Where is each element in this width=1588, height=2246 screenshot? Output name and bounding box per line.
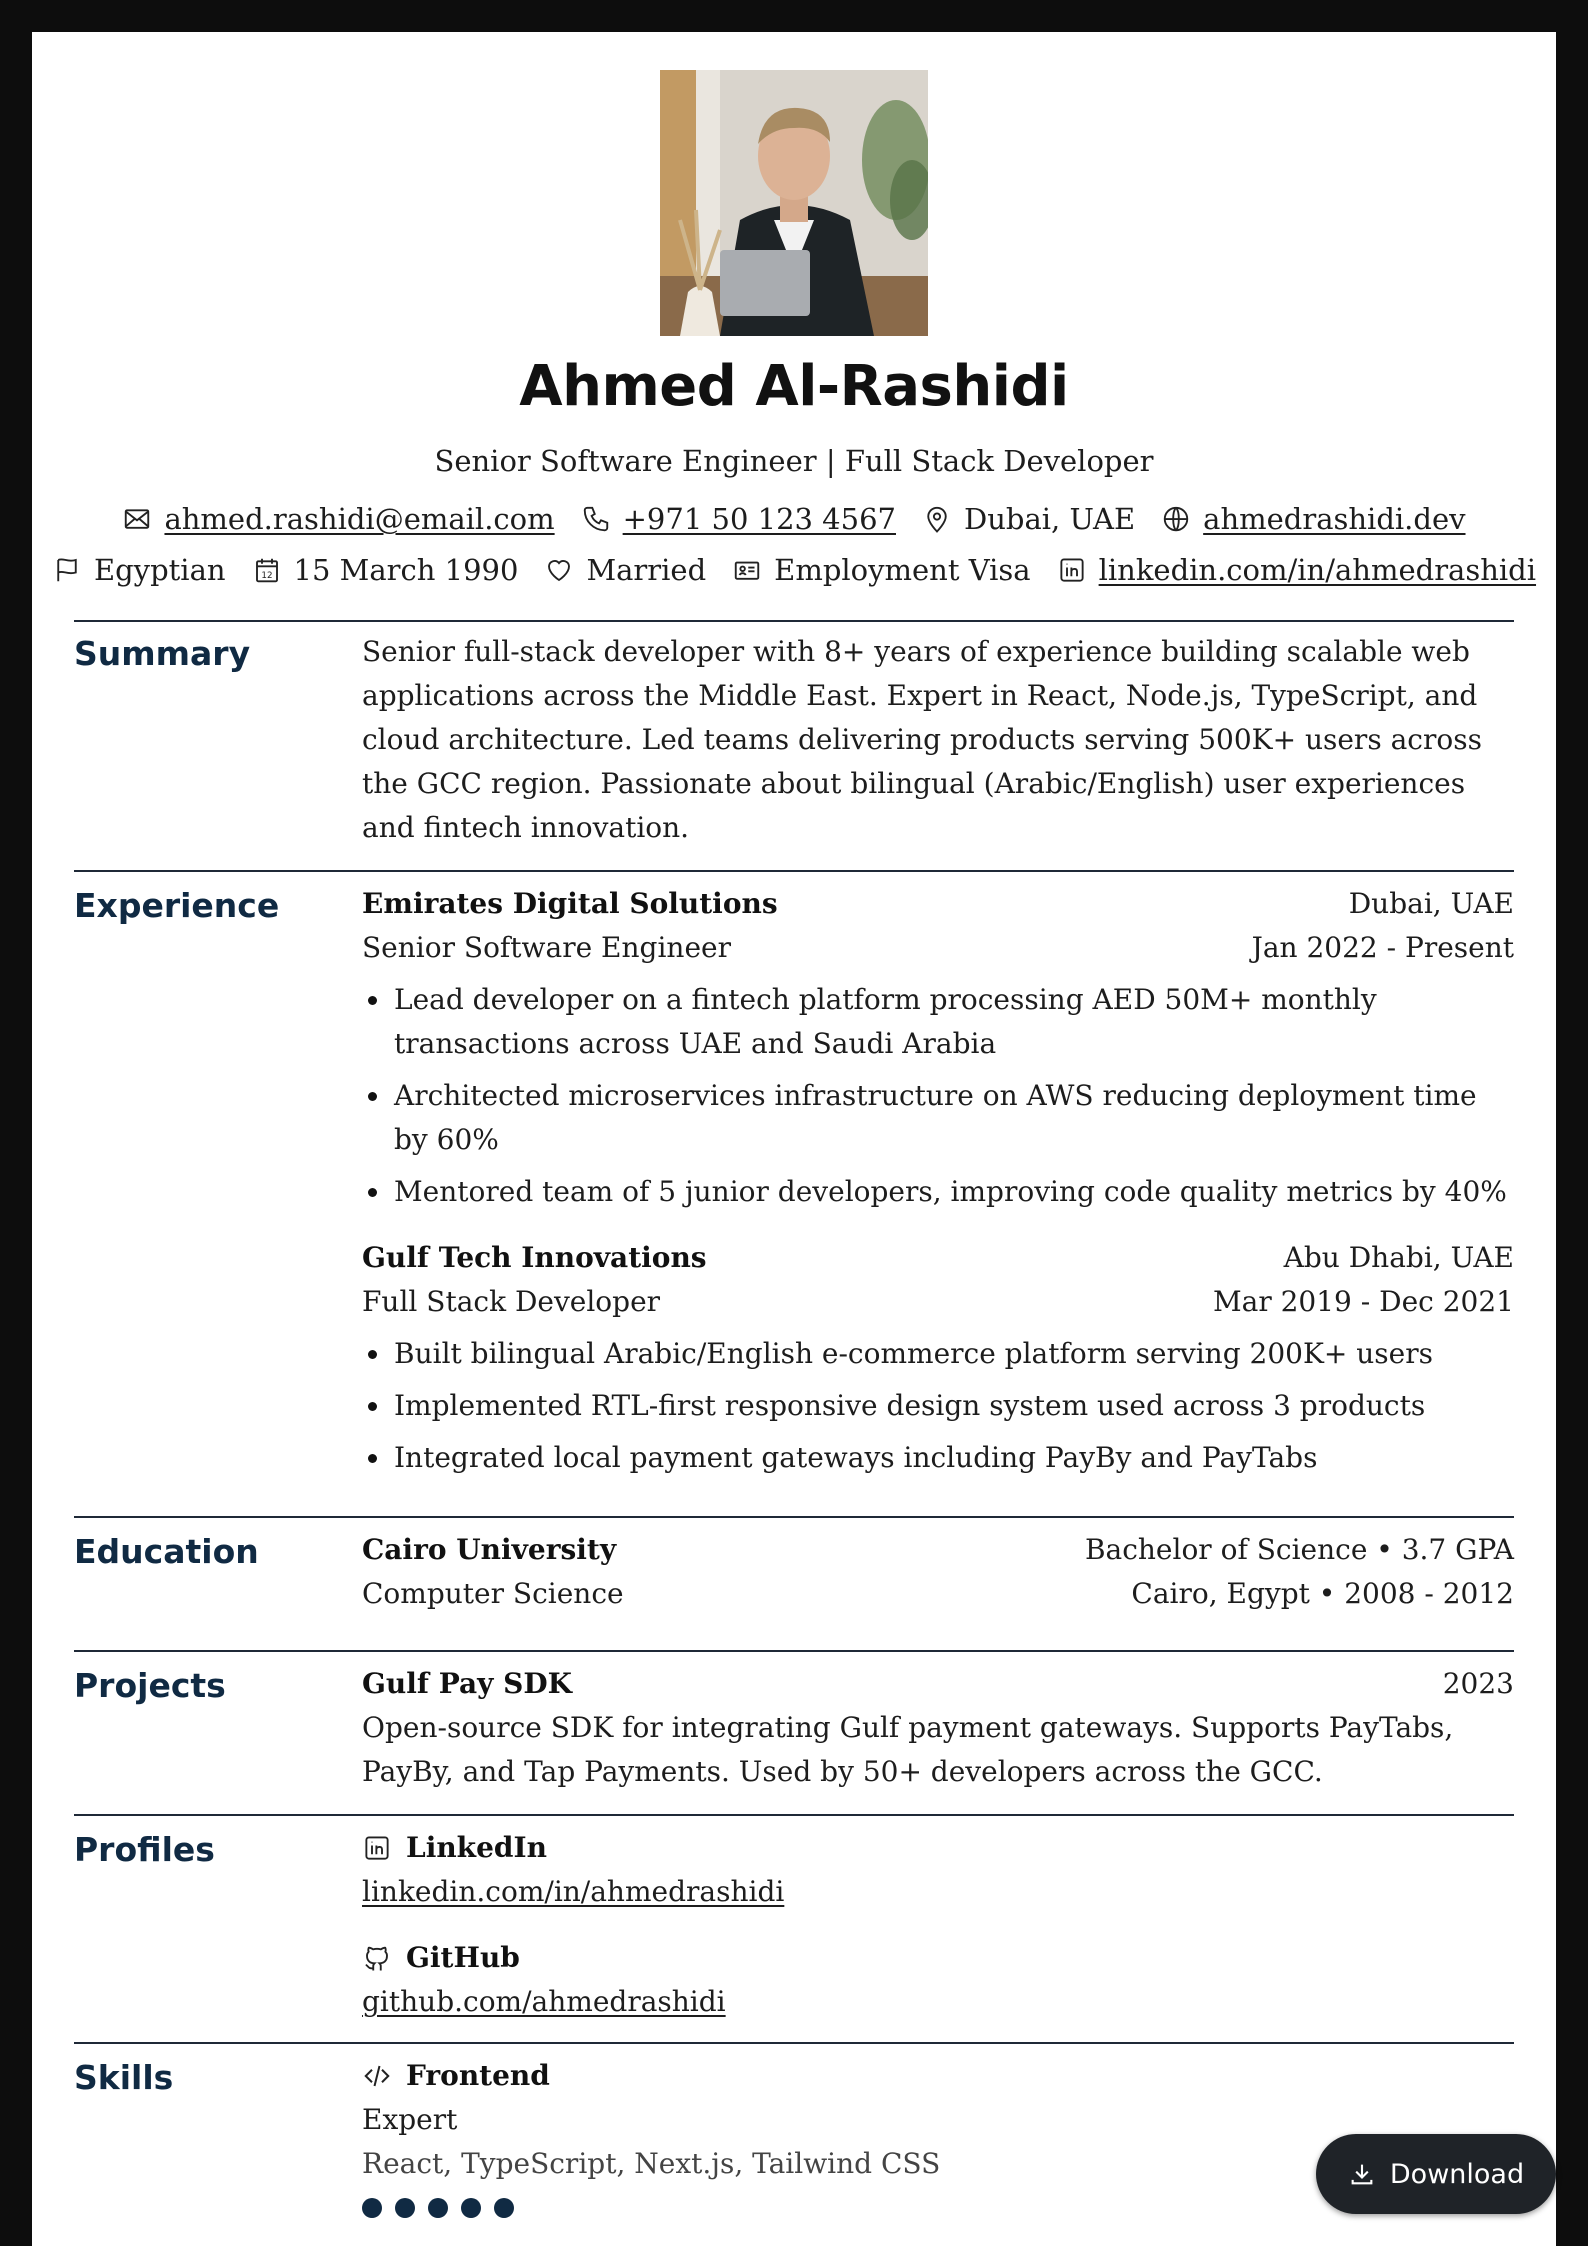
svg-text:12: 12 bbox=[260, 571, 273, 582]
code-icon bbox=[362, 2061, 392, 2091]
contact-email bbox=[122, 502, 554, 536]
linkedin-icon bbox=[362, 1833, 392, 1863]
resume-page bbox=[32, 32, 1556, 2246]
project-year: 2023 bbox=[1442, 1667, 1514, 1700]
skills-section bbox=[74, 2042, 1514, 2246]
visa-text: Employment Visa bbox=[774, 553, 1031, 587]
experience-item bbox=[362, 882, 1514, 1214]
contact-nationality bbox=[52, 553, 226, 587]
experience-bullet: Mentored team of 5 junior developers, improving code quality metrics by 40% bbox=[362, 1170, 1514, 1214]
experience-role: Full Stack Developer bbox=[362, 1285, 661, 1318]
skill-keywords: React, TypeScript, Next.js, Tailwind CSS bbox=[362, 2147, 941, 2180]
summary-text: Senior full-stack developer with 8+ years of experience building scalable web applications across the Middle East. Expert in React, Node.js, TypeScript, and cloud architecture. Led teams delivering products serving 500K+ users across the GCC region. Passionate about bilingual (Arabic/English) user experiences and fintech innovation. bbox=[362, 635, 1482, 844]
experience-section bbox=[74, 870, 1514, 1514]
experience-location: Abu Dhabi, UAE bbox=[1283, 1241, 1514, 1274]
profile-item bbox=[362, 1936, 1514, 2024]
flag-icon bbox=[52, 555, 82, 585]
project-name: Gulf Pay SDK bbox=[362, 1667, 572, 1700]
skill-rating-dot bbox=[395, 2198, 415, 2218]
experience-bullet: Integrated local payment gateways including PayBy and PayTabs bbox=[362, 1436, 1514, 1480]
summary-section bbox=[74, 620, 1514, 868]
profiles-section bbox=[74, 1814, 1514, 2040]
download-label: Download bbox=[1389, 2158, 1525, 2190]
profile-photo-image bbox=[660, 70, 928, 336]
education-section bbox=[74, 1516, 1514, 1648]
profile-network: LinkedIn bbox=[406, 1831, 547, 1864]
globe-icon bbox=[1161, 504, 1191, 534]
experience-dates: Mar 2019 - Dec 2021 bbox=[1212, 1285, 1514, 1318]
profiles-title: Profiles bbox=[74, 1830, 215, 1869]
profile-url-link[interactable]: github.com/ahmedrashidi bbox=[362, 1985, 726, 2018]
summary-title: Summary bbox=[74, 634, 251, 673]
phone-icon bbox=[581, 504, 611, 534]
skills-title: Skills bbox=[74, 2058, 174, 2097]
experience-title: Experience bbox=[74, 886, 280, 925]
experience-company: Gulf Tech Innovations bbox=[362, 1241, 707, 1274]
profile-photo bbox=[660, 70, 928, 336]
contact-website bbox=[1161, 502, 1465, 536]
contact-linkedin bbox=[1057, 553, 1536, 587]
email-link[interactable]: ahmed.rashidi@email.com bbox=[164, 502, 555, 536]
education-title: Education bbox=[74, 1532, 259, 1571]
heart-icon bbox=[544, 555, 574, 585]
education-school: Cairo University bbox=[362, 1533, 617, 1566]
id-card-icon bbox=[732, 555, 762, 585]
projects-title: Projects bbox=[74, 1666, 226, 1705]
contact-birthdate bbox=[252, 553, 519, 587]
nationality-text: Egyptian bbox=[93, 553, 226, 587]
website-link[interactable]: ahmedrashidi.dev bbox=[1203, 502, 1466, 536]
experience-role: Senior Software Engineer bbox=[362, 931, 731, 964]
location-text: Dubai, UAE bbox=[964, 502, 1136, 536]
profile-url-link[interactable]: linkedin.com/in/ahmedrashidi bbox=[362, 1875, 785, 1908]
download-button[interactable] bbox=[1316, 2134, 1556, 2214]
experience-dates: Jan 2022 - Present bbox=[1251, 931, 1514, 964]
project-description: Open-source SDK for integrating Gulf payment gateways. Supports PayTabs, PayBy, and Tap Payments. Used by 50+ developers across the GCC. bbox=[362, 1711, 1454, 1788]
calendar-icon bbox=[252, 555, 282, 585]
skill-rating-dot bbox=[428, 2198, 448, 2218]
experience-item bbox=[362, 1236, 1514, 1480]
contact-row-2 bbox=[32, 553, 1556, 587]
experience-bullet: Lead developer on a fintech platform processing AED 50M+ monthly transactions across UAE and Saudi Arabia bbox=[362, 978, 1514, 1066]
education-degree: Bachelor of Science • 3.7 GPA bbox=[1084, 1533, 1514, 1566]
experience-location: Dubai, UAE bbox=[1348, 887, 1514, 920]
skill-name: Frontend bbox=[406, 2059, 550, 2092]
download-icon bbox=[1348, 2160, 1376, 2188]
skill-level: Expert bbox=[362, 2103, 458, 2136]
experience-bullet: Implemented RTL-first responsive design system used across 3 products bbox=[362, 1384, 1514, 1428]
skill-rating-dot bbox=[494, 2198, 514, 2218]
profile-network: GitHub bbox=[406, 1941, 520, 1974]
projects-section bbox=[74, 1650, 1514, 1812]
experience-bullet: Built bilingual Arabic/English e-commerce platform serving 200K+ users bbox=[362, 1332, 1514, 1376]
contact-location bbox=[922, 502, 1135, 536]
experience-company: Emirates Digital Solutions bbox=[362, 887, 778, 920]
candidate-name: Ahmed Al-Rashidi bbox=[519, 354, 1069, 419]
skill-rating-dot bbox=[461, 2198, 481, 2218]
linkedin-icon bbox=[1057, 555, 1087, 585]
profile-item bbox=[362, 1826, 1514, 1914]
contact-visa bbox=[732, 553, 1030, 587]
mail-icon bbox=[122, 504, 152, 534]
marital-text: Married bbox=[586, 553, 707, 587]
github-icon bbox=[362, 1943, 392, 1973]
experience-bullet: Architected microservices infrastructure on AWS reducing deployment time by 60% bbox=[362, 1074, 1514, 1162]
birthdate-text: 15 March 1990 bbox=[293, 553, 519, 587]
phone-link[interactable]: +971 50 123 4567 bbox=[622, 502, 896, 536]
linkedin-link[interactable]: linkedin.com/in/ahmedrashidi bbox=[1098, 553, 1537, 587]
contact-phone bbox=[581, 502, 896, 536]
skill-rating-dot bbox=[362, 2198, 382, 2218]
education-field: Computer Science bbox=[362, 1577, 624, 1610]
map-pin-icon bbox=[922, 504, 952, 534]
education-place-dates: Cairo, Egypt • 2008 - 2012 bbox=[1131, 1577, 1514, 1610]
contact-row-1 bbox=[32, 502, 1556, 536]
contact-marital bbox=[544, 553, 706, 587]
candidate-headline: Senior Software Engineer | Full Stack Developer bbox=[434, 444, 1154, 478]
